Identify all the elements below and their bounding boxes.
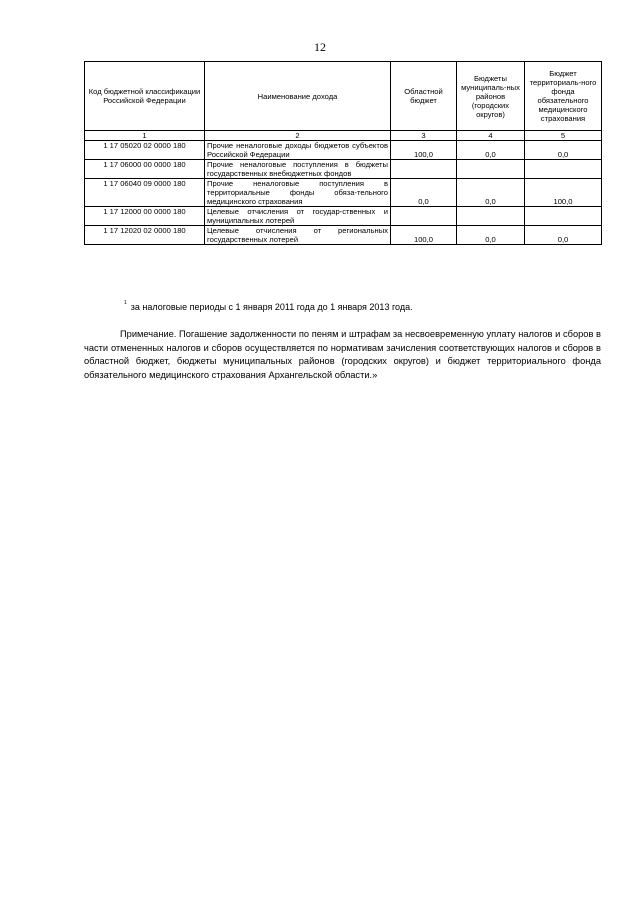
header-regional-budget: Областной бюджет	[391, 62, 457, 131]
fund-value-cell: 0,0	[525, 226, 602, 245]
footnote-text: за налоговые периоды с 1 января 2011 года до 1 января 2013 года.	[130, 302, 413, 312]
regional-value-cell	[391, 160, 457, 179]
budget-code-cell: 1 17 06040 09 0000 180	[85, 179, 205, 207]
fund-value-cell: 0,0	[525, 141, 602, 160]
regional-value-cell: 0,0	[391, 179, 457, 207]
header-revenue-name: Наименование дохода	[205, 62, 391, 131]
municipal-value-cell	[457, 207, 525, 226]
revenue-name-cell: Целевые отчисления от государ-ственных и муниципальных лотерей	[205, 207, 391, 226]
column-number-row	[85, 131, 602, 141]
municipal-value-cell: 0,0	[457, 179, 525, 207]
footnote-marker: 1	[124, 300, 127, 306]
note-paragraph: Примечание. Погашение задолженности по пеням и штрафам за несвоевременную уплату налогов и сборов в части отмененных налогов и сборов осуществляется по нормативам зачисления соответствующих налогов и сборов в областной бюджет, бюджеты муниципальных районов (городских округов) и бюджет территориального фонда обязательного медицинского страхования Архангельской области.»	[84, 329, 601, 380]
table-row	[85, 207, 602, 226]
revenue-name-cell: Прочие неналоговые поступления в территориальные фонды обяза-тельного медицинского страхования	[205, 179, 391, 207]
table-row	[85, 179, 602, 207]
revenue-name-cell: Прочие неналоговые поступления в бюджеты государственных внебюджетных фондов	[205, 160, 391, 179]
fund-value-cell	[525, 160, 602, 179]
column-number: 1	[85, 131, 205, 141]
budget-code-cell: 1 17 12000 00 0000 180	[85, 207, 205, 226]
column-number: 5	[525, 131, 602, 141]
fund-value-cell: 100,0	[525, 179, 602, 207]
municipal-value-cell: 0,0	[457, 226, 525, 245]
regional-value-cell	[391, 207, 457, 226]
revenue-distribution-table	[84, 61, 602, 245]
column-number: 2	[205, 131, 391, 141]
municipal-value-cell	[457, 160, 525, 179]
column-number: 4	[457, 131, 525, 141]
page-number: 12	[314, 40, 326, 54]
fund-value-cell	[525, 207, 602, 226]
municipal-value-cell: 0,0	[457, 141, 525, 160]
revenue-name-cell: Целевые отчисления от региональных государственных лотерей	[205, 226, 391, 245]
table-row	[85, 141, 602, 160]
header-municipal-budgets: Бюджеты муниципаль-ных районов (городских округов)	[457, 62, 525, 131]
budget-code-cell: 1 17 05020 02 0000 180	[85, 141, 205, 160]
regional-value-cell: 100,0	[391, 226, 457, 245]
table-row	[85, 160, 602, 179]
footnote	[124, 300, 413, 312]
revenue-name-cell: Прочие неналоговые доходы бюджетов субъектов Российской Федерации	[205, 141, 391, 160]
header-budget-code: Код бюджетной классификации Российской Федерации	[85, 62, 205, 131]
table-header-row	[85, 62, 602, 131]
column-number: 3	[391, 131, 457, 141]
table-row	[85, 226, 602, 245]
regional-value-cell: 100,0	[391, 141, 457, 160]
budget-code-cell: 1 17 12020 02 0000 180	[85, 226, 205, 245]
header-insurance-fund-budget: Бюджет территориаль-ного фонда обязательного медицинского страхования	[525, 62, 602, 131]
budget-code-cell: 1 17 06000 00 0000 180	[85, 160, 205, 179]
